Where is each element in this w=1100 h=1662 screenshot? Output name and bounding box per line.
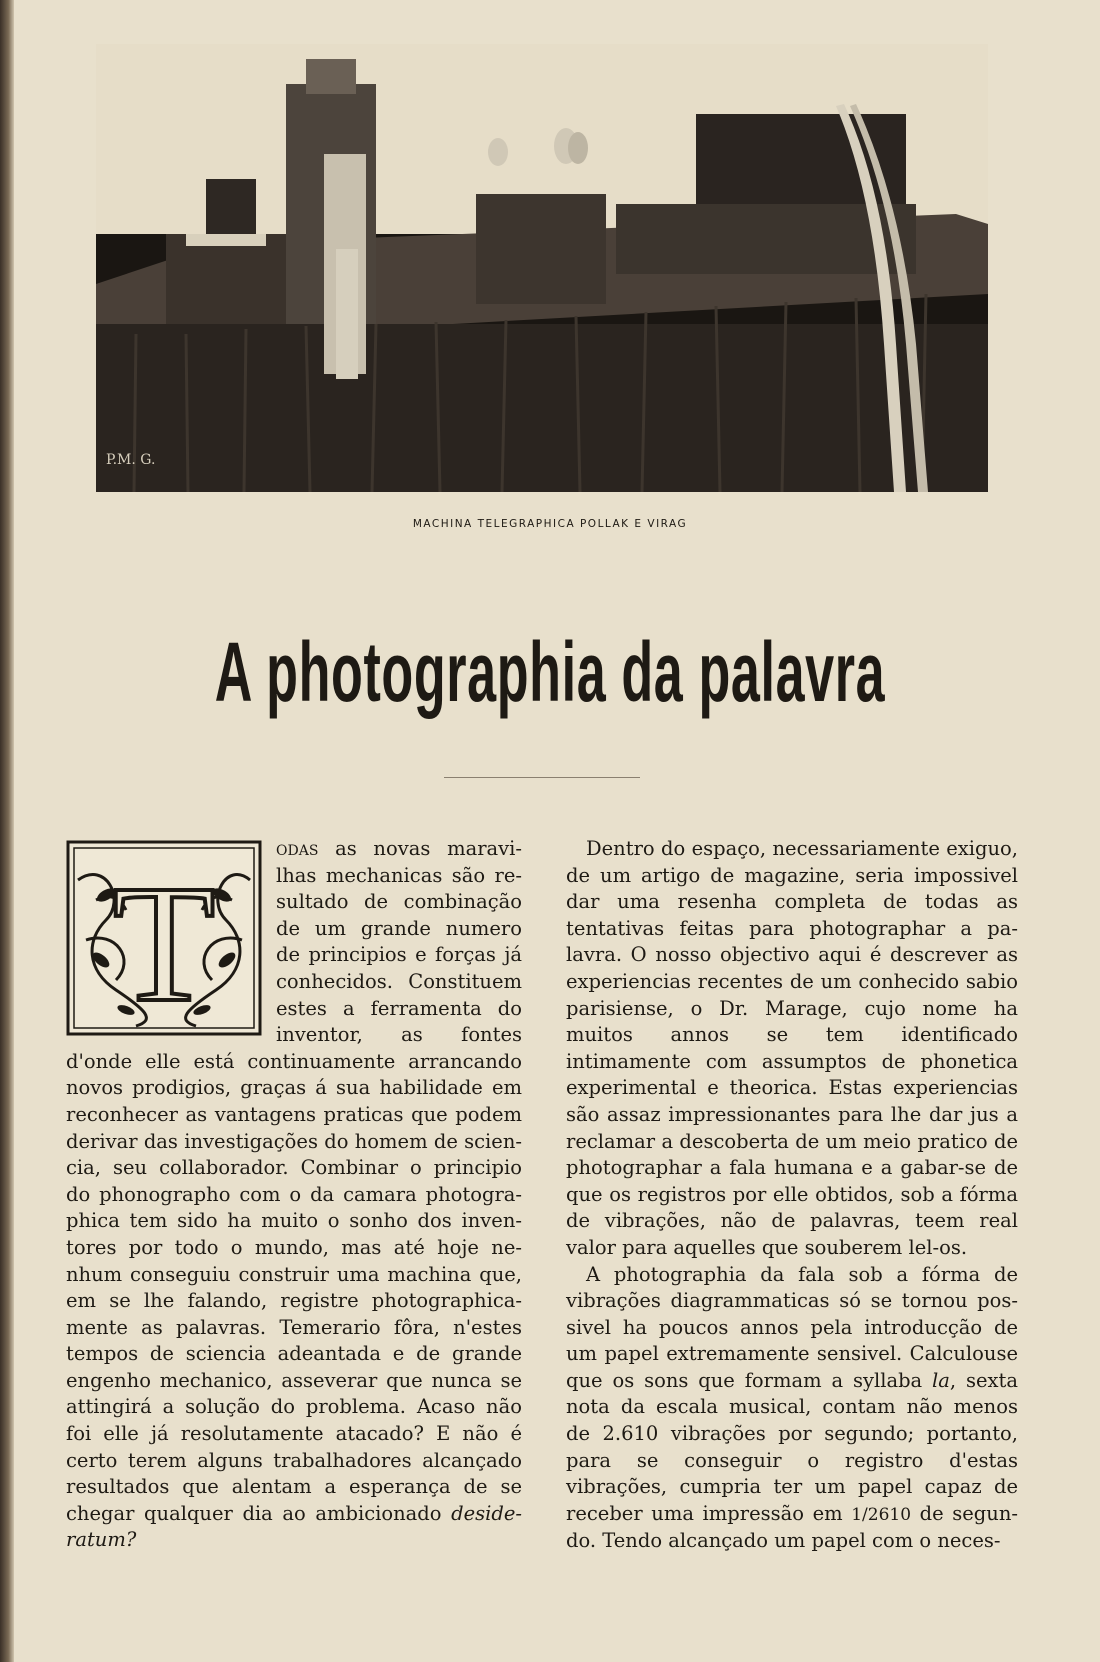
left-column-text: as novas maravilhas mechanicas são resultado de combinação de um grande numero de principios e forças já conhecidos. Constituem estes a ferramenta do inventor, as fontes d'onde elle está continuamente arrancando novos prodigios, graças á sua habilidade em reconhecer as vantagens praticas que podem derivar das investigações do homem de sciencia, seu collaborador. Combinar o principio do phonographo com o da camara photographica tem sido ha muito o sonho dos inventores por todo o mundo, mas até hoje nenhum conseguiu construir uma machina que, em se lhe falando, registre photographicamente as palavras. Temerario fôra, n'estes tempos de sciencia adeantada e de grande engenho mechanico, asseverar que nunca se attingirá a solução do problema. Acaso não foi elle já resolutamente atacado? E não é certo terem alguns trabalhadores alcançado resultados que alentam a esperança de se chegar qualquer dia ao ambicionado	[66, 837, 522, 1525]
photographer-signature: P.M. G.	[106, 452, 156, 468]
fraction-value: 1/2610	[851, 1504, 912, 1525]
right-column	[566, 836, 1018, 1555]
right-paragraph-2-text-c: de segundo. Tendo alcançado um papel com o neces-	[566, 1501, 1018, 1553]
dropcap-letter: T	[112, 851, 216, 1036]
right-paragraph-2-text-a: A photographia da fala sob a fórma de vibrações diagrammaticas só se tornou possivel ha poucos annos pela introducção de um papel extremamente sensivel. Calculouse que os sons que formam a syllaba	[566, 1262, 1018, 1392]
right-paragraph-1: Dentro do espaço, necessariamente exiguo, de um artigo de magazine, seria impossivel dar uma resenha completa de todas as tentativas feitas para photographar a palavra. O nosso objectivo aqui é descrever as experiencias recentes de um conhecido sabio parisiense, o Dr. Marage, cujo nome ha muitos annos se tem identificado intimamente com assumptos de phonetica experimental e theorica. Estas experiencias são assaz impressionantes para lhe dar jus a reclamar a descoberta de um meio pratico de photographar a fala humana e a gabar-se de que os registros por elle obtidos, sob a fórma de vibrações, não de palavras, teem real valor para aquelles que souberem lel-os.	[566, 837, 1018, 1259]
figure-caption: MACHINA TELEGRAPHICA POLLAK E VIRAG	[412, 518, 688, 530]
right-paragraph-2-text-b: , sexta nota da escala musical, contam não menos de 2.610 vibrações por segundo; portanto, para se conseguir o registro d'estas vibrações, cumpria ter um papel capaz de receber uma impressão em	[566, 1368, 1018, 1525]
title-divider	[444, 777, 640, 778]
page-binding-edge	[0, 0, 14, 1662]
syllable-la: la	[932, 1368, 950, 1392]
dropcap-vine-ornament	[66, 840, 262, 1036]
article-title: A photographia da palavra	[214, 625, 886, 719]
telegraph-machine-photo	[96, 44, 988, 492]
right-paragraph-2	[566, 1262, 1018, 1556]
ornamental-dropcap	[66, 840, 262, 1036]
photo-illustration	[96, 44, 988, 492]
lead-word: odas	[276, 837, 319, 860]
left-column-italic-end: desideratum?	[66, 1501, 522, 1552]
left-column	[66, 836, 522, 1554]
